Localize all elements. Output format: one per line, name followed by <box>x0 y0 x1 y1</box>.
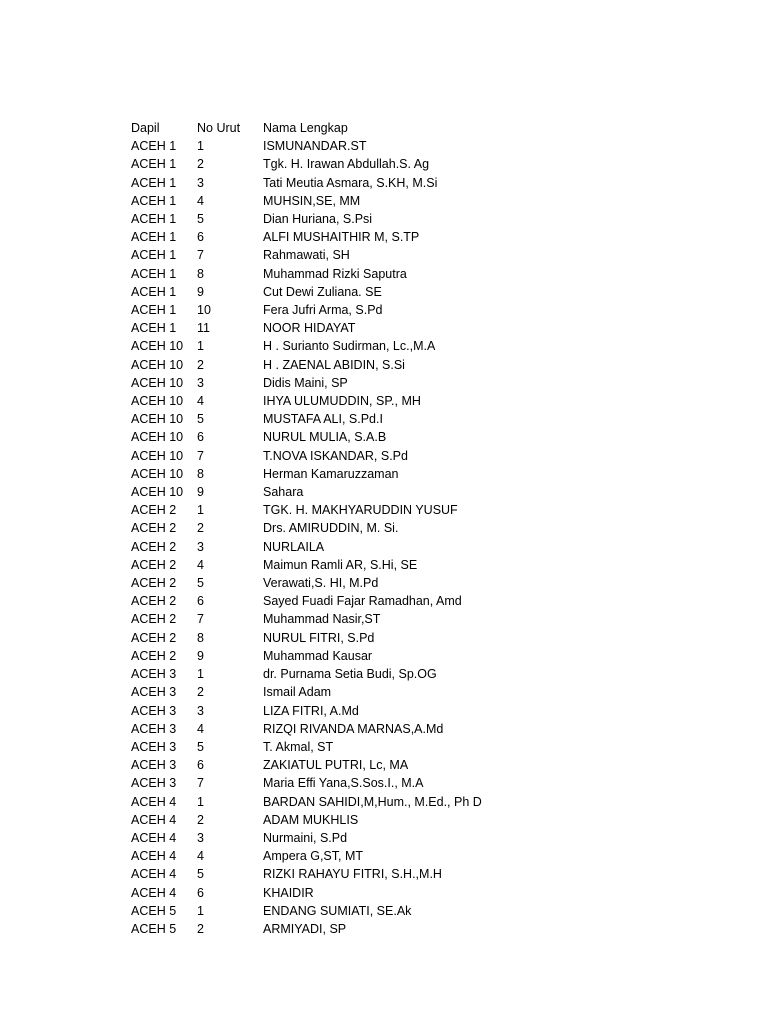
cell-no-urut: 2 <box>197 357 204 372</box>
cell-no-urut: 9 <box>197 648 204 663</box>
cell-no-urut: 2 <box>197 685 204 700</box>
cell-no-urut: 1 <box>197 339 204 354</box>
cell-nama-lengkap: IHYA ULUMUDDIN, SP., MH <box>263 394 421 409</box>
table-row <box>131 137 523 155</box>
table-row <box>131 319 523 337</box>
table-row <box>131 702 523 720</box>
cell-no-urut: 4 <box>197 721 204 736</box>
cell-nama-lengkap: H . Surianto Sudirman, Lc.,M.A <box>263 339 436 354</box>
cell-dapil: ACEH 2 <box>131 539 177 554</box>
table-row <box>131 155 523 173</box>
cell-no-urut: 4 <box>197 849 204 864</box>
cell-nama-lengkap: Didis Maini, SP <box>263 375 348 390</box>
table-row <box>131 538 523 556</box>
table-row <box>131 756 523 774</box>
cell-nama-lengkap: Herman Kamaruzzaman <box>263 466 399 481</box>
cell-dapil: ACEH 1 <box>131 303 177 318</box>
cell-dapil: ACEH 3 <box>131 721 177 736</box>
table-row <box>131 301 523 319</box>
cell-dapil: ACEH 10 <box>131 375 184 390</box>
cell-nama-lengkap: Dian Huriana, S.Psi <box>263 212 373 227</box>
cell-dapil: ACEH 2 <box>131 612 177 627</box>
cell-nama-lengkap: ADAM MUKHLIS <box>263 812 359 827</box>
header-dapil: Dapil <box>131 121 160 135</box>
candidate-table <box>131 119 523 938</box>
cell-nama-lengkap: RIZQI RIVANDA MARNAS,A.Md <box>263 721 444 736</box>
table-row <box>131 720 523 738</box>
cell-no-urut: 8 <box>197 630 204 645</box>
cell-no-urut: 9 <box>197 485 204 500</box>
cell-no-urut: 5 <box>197 576 204 591</box>
table-row <box>131 428 523 446</box>
header-no-urut: No Urut <box>197 121 241 135</box>
table-row <box>131 519 523 537</box>
cell-nama-lengkap: RIZKI RAHAYU FITRI, S.H.,M.H <box>263 867 442 882</box>
table-row <box>131 738 523 756</box>
table-row <box>131 829 523 847</box>
table-row <box>131 283 523 301</box>
cell-no-urut: 1 <box>197 794 204 809</box>
table-row <box>131 811 523 829</box>
cell-nama-lengkap: Sayed Fuadi Fajar Ramadhan, Amd <box>263 594 462 609</box>
cell-dapil: ACEH 3 <box>131 667 177 682</box>
header-nama-lengkap: Nama Lengkap <box>263 121 348 135</box>
cell-dapil: ACEH 5 <box>131 921 177 936</box>
table-row <box>131 356 523 374</box>
cell-nama-lengkap: Maimun Ramli AR, S.Hi, SE <box>263 557 418 572</box>
table-row <box>131 865 523 883</box>
cell-dapil: ACEH 3 <box>131 758 177 773</box>
cell-nama-lengkap: Maria Effi Yana,S.Sos.I., M.A <box>263 776 424 791</box>
cell-nama-lengkap: LIZA FITRI, A.Md <box>263 703 359 718</box>
table-row <box>131 447 523 465</box>
cell-dapil: ACEH 1 <box>131 139 177 154</box>
cell-no-urut: 8 <box>197 266 204 281</box>
table-row <box>131 374 523 392</box>
cell-no-urut: 3 <box>197 175 204 190</box>
table-row <box>131 556 523 574</box>
table-row <box>131 629 523 647</box>
cell-dapil: ACEH 1 <box>131 157 177 172</box>
table-row <box>131 228 523 246</box>
table-row <box>131 920 523 938</box>
table-row <box>131 483 523 501</box>
cell-dapil: ACEH 2 <box>131 503 177 518</box>
cell-no-urut: 2 <box>197 157 204 172</box>
cell-dapil: ACEH 3 <box>131 703 177 718</box>
cell-dapil: ACEH 1 <box>131 248 177 263</box>
cell-nama-lengkap: Drs. AMIRUDDIN, M. Si. <box>263 521 399 536</box>
cell-no-urut: 9 <box>197 284 204 299</box>
cell-no-urut: 5 <box>197 212 204 227</box>
table-row <box>131 210 523 228</box>
cell-dapil: ACEH 4 <box>131 885 177 900</box>
cell-no-urut: 5 <box>197 739 204 754</box>
table-row <box>131 410 523 428</box>
table-row <box>131 192 523 210</box>
cell-nama-lengkap: Tati Meutia Asmara, S.KH, M.Si <box>263 175 438 190</box>
cell-no-urut: 8 <box>197 466 204 481</box>
table-row <box>131 610 523 628</box>
cell-nama-lengkap: Cut Dewi Zuliana. SE <box>263 284 382 299</box>
cell-dapil: ACEH 1 <box>131 284 177 299</box>
cell-no-urut: 2 <box>197 812 204 827</box>
cell-no-urut: 2 <box>197 921 204 936</box>
cell-no-urut: 3 <box>197 830 204 845</box>
table-body <box>131 137 523 938</box>
cell-dapil: ACEH 4 <box>131 794 177 809</box>
cell-no-urut: 4 <box>197 557 204 572</box>
cell-no-urut: 3 <box>197 703 204 718</box>
table-row <box>131 392 523 410</box>
cell-nama-lengkap: Tgk. H. Irawan Abdullah.S. Ag <box>263 157 430 172</box>
cell-no-urut: 7 <box>197 448 204 463</box>
cell-no-urut: 6 <box>197 758 204 773</box>
table-row <box>131 847 523 865</box>
cell-no-urut: 10 <box>197 303 211 318</box>
table-row <box>131 793 523 811</box>
cell-dapil: ACEH 2 <box>131 557 177 572</box>
cell-dapil: ACEH 3 <box>131 685 177 700</box>
cell-nama-lengkap: TGK. H. MAKHYARUDDIN YUSUF <box>263 503 458 518</box>
cell-nama-lengkap: BARDAN SAHIDI,M,Hum., M.Ed., Ph D <box>263 794 482 809</box>
cell-nama-lengkap: Sahara <box>263 485 304 500</box>
cell-nama-lengkap: T.NOVA ISKANDAR, S.Pd <box>263 448 408 463</box>
cell-dapil: ACEH 3 <box>131 776 177 791</box>
cell-no-urut: 3 <box>197 539 204 554</box>
cell-no-urut: 1 <box>197 667 204 682</box>
cell-no-urut: 5 <box>197 412 204 427</box>
cell-nama-lengkap: NOOR HIDAYAT <box>263 321 356 336</box>
table-row <box>131 647 523 665</box>
cell-dapil: ACEH 10 <box>131 357 184 372</box>
cell-nama-lengkap: dr. Purnama Setia Budi, Sp.OG <box>263 667 437 682</box>
cell-no-urut: 5 <box>197 867 204 882</box>
table-row <box>131 902 523 920</box>
cell-nama-lengkap: Ismail Adam <box>263 685 332 700</box>
cell-dapil: ACEH 2 <box>131 521 177 536</box>
table-row <box>131 265 523 283</box>
cell-dapil: ACEH 10 <box>131 448 184 463</box>
cell-dapil: ACEH 1 <box>131 175 177 190</box>
cell-no-urut: 1 <box>197 503 204 518</box>
cell-no-urut: 7 <box>197 248 204 263</box>
cell-nama-lengkap: Rahmawati, SH <box>263 248 350 263</box>
cell-nama-lengkap: T. Akmal, ST <box>263 739 334 754</box>
cell-nama-lengkap: Muhammad Nasir,ST <box>263 612 381 627</box>
cell-nama-lengkap: ENDANG SUMIATI, SE.Ak <box>263 903 412 918</box>
table-row <box>131 774 523 792</box>
table-row <box>131 174 523 192</box>
cell-nama-lengkap: ZAKIATUL PUTRI, Lc, MA <box>263 758 409 773</box>
cell-nama-lengkap: H . ZAENAL ABIDIN, S.Si <box>263 357 405 372</box>
table-row <box>131 465 523 483</box>
cell-dapil: ACEH 10 <box>131 394 184 409</box>
cell-dapil: ACEH 1 <box>131 212 177 227</box>
cell-dapil: ACEH 4 <box>131 830 177 845</box>
cell-no-urut: 3 <box>197 375 204 390</box>
cell-dapil: ACEH 1 <box>131 193 177 208</box>
cell-dapil: ACEH 4 <box>131 849 177 864</box>
cell-nama-lengkap: NURLAILA <box>263 539 325 554</box>
table-row <box>131 246 523 264</box>
table-row <box>131 592 523 610</box>
cell-nama-lengkap: MUSTAFA ALI, S.Pd.I <box>263 412 383 427</box>
cell-nama-lengkap: NURUL FITRI, S.Pd <box>263 630 375 645</box>
table-row <box>131 501 523 519</box>
cell-dapil: ACEH 3 <box>131 739 177 754</box>
cell-no-urut: 6 <box>197 594 204 609</box>
cell-no-urut: 2 <box>197 521 204 536</box>
cell-nama-lengkap: Muhammad Rizki Saputra <box>263 266 407 281</box>
table-row <box>131 884 523 902</box>
cell-dapil: ACEH 2 <box>131 630 177 645</box>
cell-dapil: ACEH 2 <box>131 576 177 591</box>
cell-no-urut: 7 <box>197 776 204 791</box>
cell-dapil: ACEH 4 <box>131 812 177 827</box>
cell-no-urut: 6 <box>197 885 204 900</box>
cell-nama-lengkap: ISMUNANDAR.ST <box>263 139 367 154</box>
cell-dapil: ACEH 10 <box>131 430 184 445</box>
cell-no-urut: 6 <box>197 430 204 445</box>
cell-dapil: ACEH 10 <box>131 412 184 427</box>
cell-no-urut: 11 <box>197 321 210 336</box>
cell-dapil: ACEH 10 <box>131 339 184 354</box>
table-row <box>131 337 523 355</box>
cell-nama-lengkap: ARMIYADI, SP <box>263 921 347 936</box>
cell-no-urut: 7 <box>197 612 204 627</box>
cell-no-urut: 6 <box>197 230 204 245</box>
table-row <box>131 665 523 683</box>
cell-dapil: ACEH 4 <box>131 867 177 882</box>
cell-nama-lengkap: Ampera G,ST, MT <box>263 849 364 864</box>
cell-dapil: ACEH 10 <box>131 485 184 500</box>
cell-dapil: ACEH 1 <box>131 321 177 336</box>
cell-nama-lengkap: Fera Jufri Arma, S.Pd <box>263 303 383 318</box>
cell-no-urut: 1 <box>197 139 204 154</box>
table-row <box>131 574 523 592</box>
cell-nama-lengkap: Verawati,S. HI, M.Pd <box>263 576 379 591</box>
cell-dapil: ACEH 1 <box>131 266 177 281</box>
cell-nama-lengkap: NURUL MULIA, S.A.B <box>263 430 387 445</box>
cell-dapil: ACEH 1 <box>131 230 177 245</box>
header-row <box>131 119 523 137</box>
cell-dapil: ACEH 2 <box>131 648 177 663</box>
cell-nama-lengkap: Muhammad Kausar <box>263 648 373 663</box>
cell-nama-lengkap: Nurmaini, S.Pd <box>263 830 348 845</box>
cell-nama-lengkap: ALFI MUSHAITHIR M, S.TP <box>263 230 420 245</box>
cell-no-urut: 1 <box>197 903 204 918</box>
cell-nama-lengkap: MUHSIN,SE, MM <box>263 193 361 208</box>
cell-dapil: ACEH 10 <box>131 466 184 481</box>
table-row <box>131 683 523 701</box>
cell-no-urut: 4 <box>197 193 204 208</box>
cell-dapil: ACEH 2 <box>131 594 177 609</box>
cell-no-urut: 4 <box>197 394 204 409</box>
cell-dapil: ACEH 5 <box>131 903 177 918</box>
cell-nama-lengkap: KHAIDIR <box>263 885 314 900</box>
